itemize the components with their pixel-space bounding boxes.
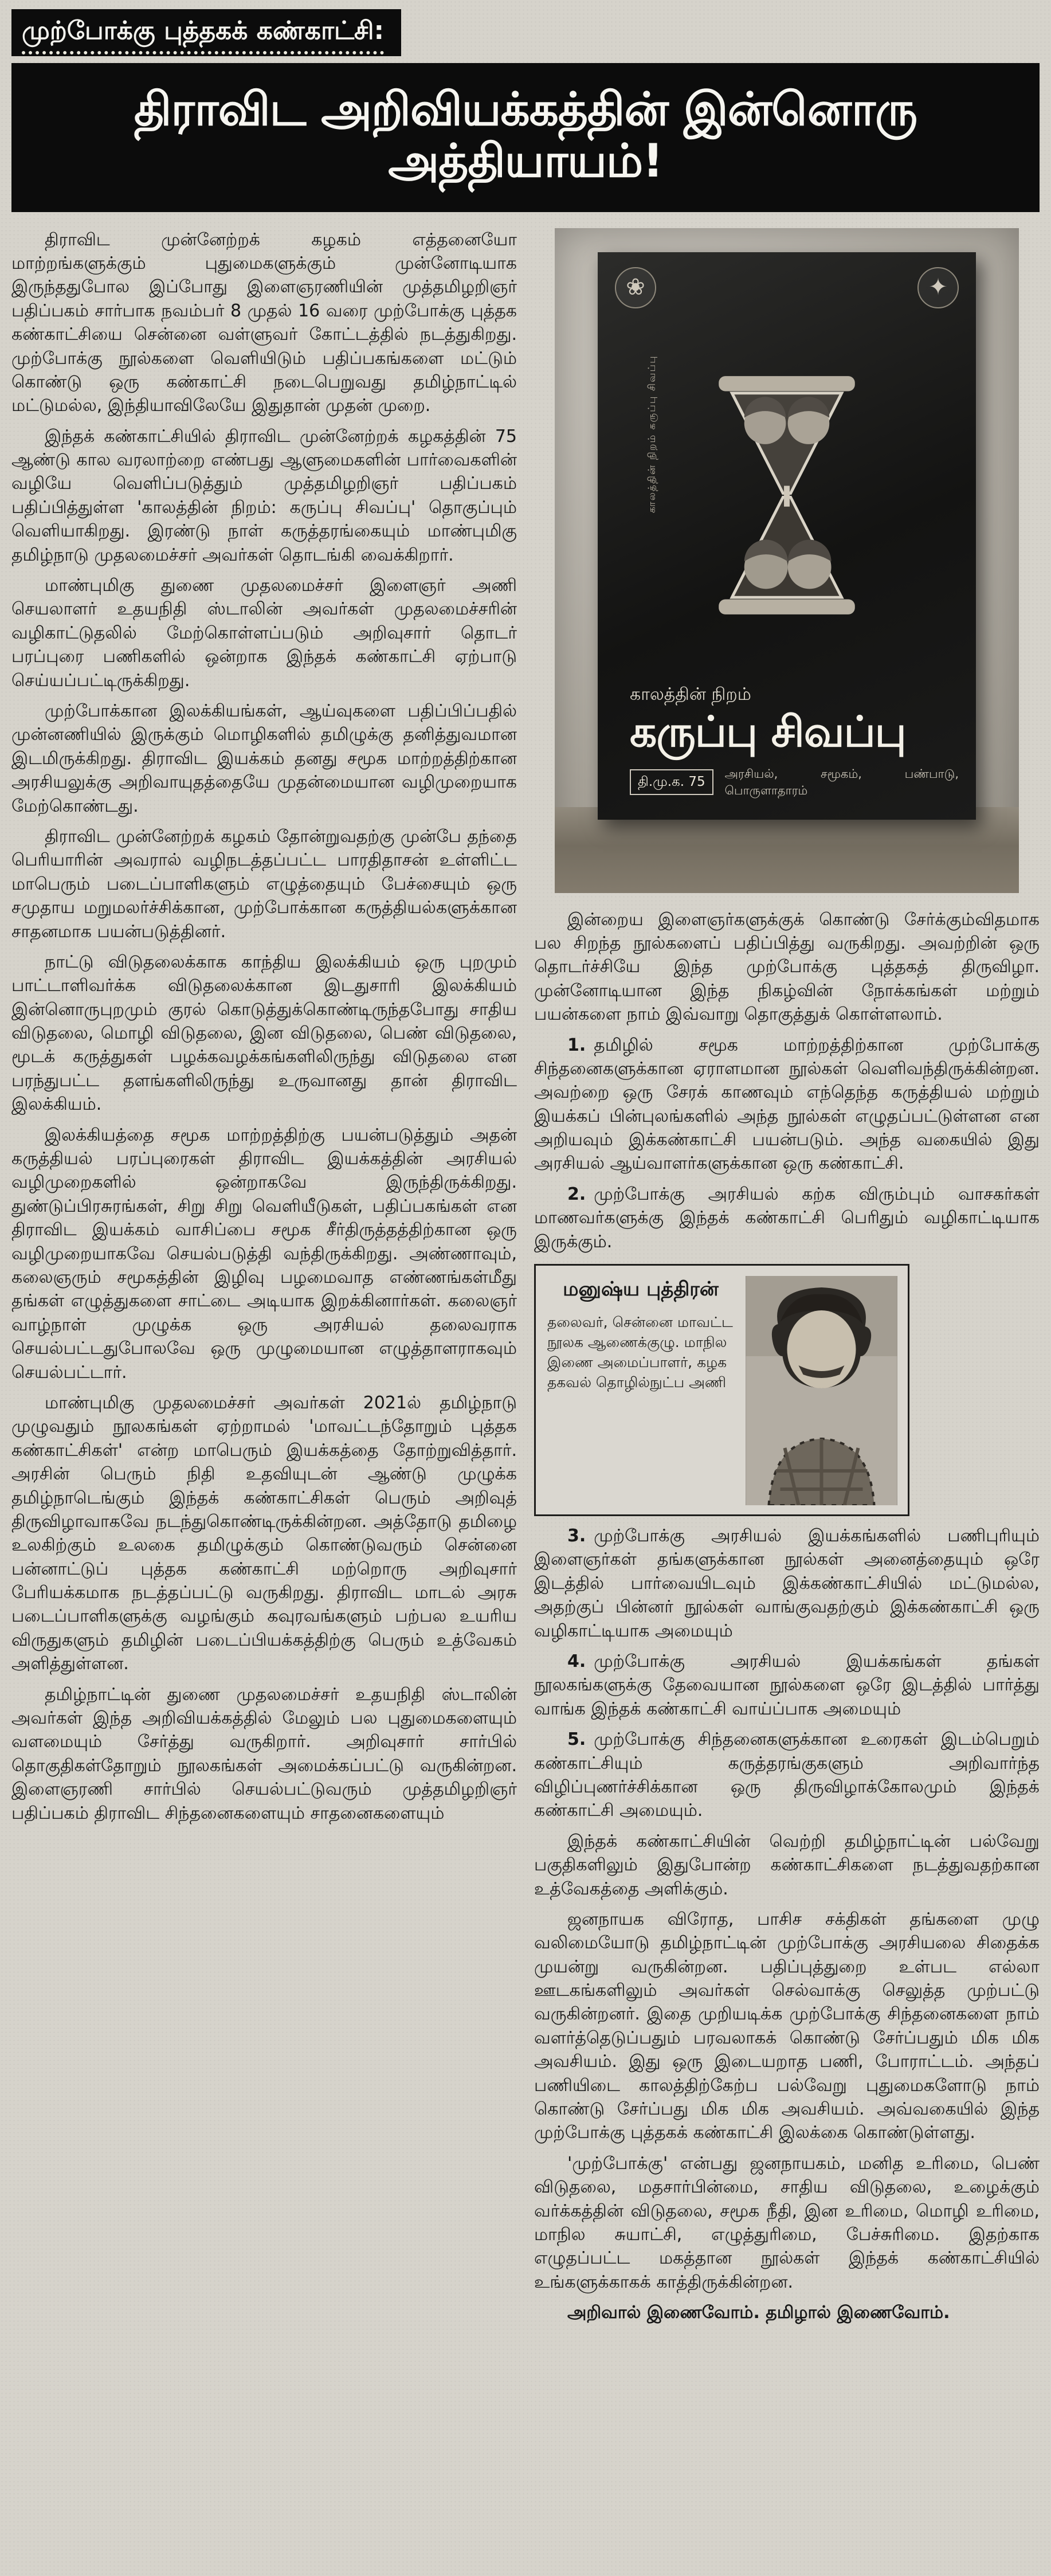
article-paragraph: இந்தக் கண்காட்சியில் திராவிட முன்னேற்றக் கழகத்தின் 75 ஆண்டு கால வரலாற்றை எண்பது ஆளுமைகளின் பார்வைகளின் வழியே வெளிப்படுத்தும் முத்தமிழறிஞர் பதிப்பகம் பதிப்பித்துள்ள 'காலத்தின் நிறம்: கருப்பு சிவப்பு' தொகுப்பும் வெளியாகிறது. இரண்டு நாள் கருத்தரங்கையும் மாண்புமிகு தமிழ்நாடு முதலமைச்சர் அவர்கள் தொடங்கி வைக்கிறார்.: [11, 426, 517, 565]
cover-title-small: காலத்தின் நிறம்: [630, 684, 751, 704]
cover-text-block: [615, 683, 959, 805]
numbered-point: [534, 1183, 1040, 1254]
numbered-point: [534, 1033, 1040, 1176]
author-text: [547, 1276, 734, 1505]
points-list-a: [534, 1033, 1040, 1254]
point-text: முற்போக்கு அரசியல் இயக்கங்களில் பணிபுரியும் இளைஞர்கள் தங்களுக்கான நூல்கள் அனைத்தையும் ஒரே இடத்தில் பார்வையிடவும் இக்கண்காட்சியில் மட்டுமல்ல, அதற்குப் பின்னர் நூல்கள் வாங்குவதற்கும் இக்கண்காட்சி ஒரு வழிகாட்டியாக அமையும்: [534, 1526, 1040, 1641]
dmk-75-badge: தி.மு.க. 75: [630, 769, 713, 796]
article-paragraph: முற்போக்கான இலக்கியங்கள், ஆய்வுகளை பதிப்பிப்பதில் முன்னணியில் இருக்கும் மொழிகளில் தமிழுக்கு தனித்துவமான இடமிருக்கிறது. திராவிட இயக்கம் தனது சமூக மாற்றத்திற்கான அரசியலுக்கு அறிவாயுதத்தையே முதன்மையான வழிமுறையாக மேற்கொண்டது.: [11, 701, 517, 816]
hourglass-icon: [692, 372, 881, 618]
article-paragraph: மாண்புமிகு துணை முதலமைச்சர் இளைஞர் அணி செயலாளர் உதயநிதி ஸ்டாலின் அவர்கள் முதலமைச்சரின் வழிகாட்டுதலில் மேற்கொள்ளப்படும் அறிவுசார் தொடர் பரப்புரை பணிகளில் ஒன்றாக இந்தக் கண்காட்சி ஏற்பாடு செய்யப்பட்டிருக்கிறது.: [11, 576, 517, 691]
article-paragraph: இலக்கியத்தை சமூக மாற்றத்திற்கு பயன்படுத்தும் அதன் கருத்தியல் பரப்புரைகள் திராவிட இயக்கத்தின் அரசியல் வழிமுறைகளில் ஒன்றாகவே இருந்திருக்கிறது. துண்டுப்பிரசுரங்கள், சிறு சிறு வெளியீடுகள், பதிப்பகங்கள் என திராவிட இயக்கம் வாசிப்பை சமூக சீர்திருத்தத்திற்கான ஒரு வழிமுறையாகவே செயல்படுத்தி வந்திருக்கிறது. அண்ணாவும், கலைஞரும் சமூகத்தின் இழிவு பழமைவாத எண்ணங்கள்மீது தங்கள் எழுத்துகளை சாட்டை அடியாக இறக்கினார்கள். கலைஞர் வாழ்நாள் முழுக்க ஒரு அரசியல் தலைவராக செயல்பட்டதுபோலவே ஒரு முழுமையான எழுத்தாளராகவும் செயல்பட்டார்.: [11, 1125, 517, 1383]
table-surface: [555, 807, 1019, 893]
point-text: தமிழில் சமூக மாற்றத்திற்கான முற்போக்கு சிந்தனைகளுக்கான ஏராளமான நூல்கள் வெளிவந்திருக்கின்றன. அவற்றை ஒரு சேரக் காணவும் எந்தெந்த கருத்தியல் மற்றும் இயக்கப் பின்புலங்களில் அந்த நூல்கள் எழுதப்பட்டுள்ளன என அறியவும் இக்கண்காட்சி பயன்படும். அந்த வகையில் இது அரசியல் ஆய்வாளர்களுக்கான ஒரு கண்காட்சி.: [534, 1035, 1040, 1174]
article-paragraph: மாண்புமிகு முதலமைச்சர் அவர்கள் 2021ல் தமிழ்நாடு முழுவதும் நூலகங்கள் ஏற்றாமல் 'மாவட்டந்தோறும் புத்தக கண்காட்சிகள்' என்ற மாபெரும் இயக்கத்தை தோற்றுவித்தார். அரசின் பெரும் நிதி உதவியுடன் ஆண்டு முழுக்க தமிழ்நாடெங்கும் இந்தக் கண்காட்சிகள் பெரும் அறிவுத் திருவிழாவாகவே நடந்துகொண்டிருக்கின்றன. அத்தோடு தமிழை உலகிற்கும் உலகை தமிழுக்கும் கொண்டுவரும் சென்னை பன்னாட்டுப் புத்தக கண்காட்சி மற்றொரு அறிவுசார் பேரியக்கமாக நடத்தப்பட்டு வருகிறது. திராவிட மாடல் அரசு படைப்பாளிகளுக்கு வழங்கும் கவுரவங்களும் பற்பல உயரிய விருதுகளும் தமிழின் படைப்பியக்கத்திற்கு பெரும் உத்வேகம் அளித்துள்ளன.: [11, 1392, 517, 1674]
cover-subtitle: அரசியல், சமூகம், பண்பாடு, பொருளாதாரம்: [724, 766, 959, 797]
main-headline: திராவிட அறிவியக்கத்தின் இன்னொரு அத்தியாயம்!: [11, 63, 1040, 212]
numbered-point: [534, 1728, 1040, 1823]
right-column: [534, 228, 1040, 2332]
book-cover-photo: [555, 228, 1019, 893]
author-byline-box: [534, 1264, 909, 1516]
author-photo: [746, 1276, 897, 1505]
right-intro-paragraph: இன்றைய இளைஞர்களுக்குக் கொண்டு சேர்க்கும்விதமாக பல சிறந்த நூல்களைப் பதிப்பித்து வருகிறது. அவற்றின் ஒரு தொடர்ச்சியே இந்த முற்போக்கு புத்தகத் திருவிழா. முன்னோடியான இந்த நிகழ்வின் நோக்கங்கள் மற்றும் பயன்களை நாம் இவ்வாறு தொகுத்துக் கொள்ளலாம்.: [534, 909, 1040, 1025]
article-paragraph: தமிழ்நாட்டின் துணை முதலமைச்சர் உதயநிதி ஸ்டாலின் அவர்கள் இந்த அறிவியக்கத்தில் மேலும் பல புதுமைகளையும் வளமையும் சேர்த்து வருகிறார். அறிவுசார் சார்பில் தொகுதிகள்தோறும் நூலகங்கள் அமைக்கப்பட்டு வருகின்றன. இளைஞரணி சார்பில் செயல்பட்டுவரும் முத்தமிழறிஞர் பதிப்பகம் திராவிட சிந்தனைகளையும் சாதனைகளையும்: [11, 1684, 517, 1823]
numbered-point: [534, 1650, 1040, 1721]
point-text: முற்போக்கு அரசியல் இயக்கங்கள் தங்கள் நூலகங்களுக்கு தேவையான நூல்களை ஒரே இடத்தில் பார்த்து வாங்க இந்தக் கண்காட்சி வாய்ப்பாக அமையும்: [534, 1651, 1040, 1719]
secondary-logo-icon: ✦: [917, 267, 959, 308]
hourglass-graphic-wrap: [615, 308, 959, 683]
point-number: 2.: [567, 1184, 586, 1204]
article-paragraph: இந்தக் கண்காட்சியின் வெற்றி தமிழ்நாட்டின் பல்வேறு பகுதிகளிலும் இதுபோன்ற கண்காட்சிகளை நடத்துவதற்கான உத்வேகத்தை அளிக்கும்.: [534, 1831, 1040, 1899]
cover-meta: [630, 766, 959, 799]
article-body: [11, 228, 1040, 2332]
kicker-headline: [11, 9, 401, 56]
point-number: 5.: [567, 1729, 586, 1750]
article-paragraph: நாட்டு விடுதலைக்காக காந்திய இலக்கியம் ஒரு புறமும் பாட்டாளிவர்க்க விடுதலைக்கான இடதுசாரி இலக்கியம் இன்னொருபுறமும் குரல் கொடுத்துக்கொண்டிருந்தபோது சாதிய விடுதலை, மொழி விடுதலை, இன விடுதலை, பெண் விடுதலை, மூடக் கருத்துகள் பழக்கவழக்கங்களிலிருந்து விடுதலை என பரந்துபட்ட தளங்களிலிருந்து உருவானது தான் திராவிட இலக்கியம்.: [11, 952, 517, 1115]
book-cover: [598, 252, 976, 820]
closing-slogan: அறிவால் இணைவோம். தமிழால் இணைவோம்.: [567, 2303, 950, 2323]
point-text: முற்போக்கு சிந்தனைகளுக்கான உரைகள் இடம்பெறும் கண்காட்சியும் கருத்தரங்குகளும் அறிவார்ந்த விழிப்புணர்ச்சிக்கான ஒரு திருவிழாக்கோலமும் இந்தக் கண்காட்சி அமையும்.: [534, 1729, 1040, 1821]
cover-title-large: கருப்பு சிவப்பு: [630, 707, 906, 757]
author-details: தலைவர், சென்னை மாவட்ட நூலக ஆணைக்குழு. மாநில இணை அமைப்பாளர், கழக தகவல் தொழில்நுட்ப அணி: [547, 1313, 733, 1391]
article-paragraph: ஜனநாயக விரோத, பாசிச சக்திகள் தங்களை முழு வலிமையோடு தமிழ்நாட்டின் முற்போக்கு அரசியலை சிதைக்க முயன்று வருகின்றன. பதிப்புத்துறை உள்பட எல்லா ஊடகங்களிலும் அவர்கள் செல்வாக்கு செலுத்த முற்பட்டு வருகின்றனர். இதை முறியடிக்க முற்போக்கு சிந்தனைகளை நாம் வளர்த்தெடுப்பதும் பரவலாகக் கொண்டு சேர்ப்பதும் மிக மிக அவசியம். இது ஒரு இடையறாத பணி, போராட்டம். அந்தப் பணியிடை காலத்திற்கேற்ப பல்வேறு புதுமைகளோடு நாம் கொண்டு சேர்ப்பது மிக மிக அவசியம். அவ்வகையில் இந்த முற்போக்கு புத்தகக் கண்காட்சி இலக்கை கொண்டுள்ளது.: [534, 1909, 1040, 2143]
point-number: 3.: [567, 1526, 586, 1547]
author-portrait-icon: [746, 1276, 897, 1505]
kicker-text: முற்போக்கு புத்தகக் கண்காட்சி:: [22, 16, 384, 54]
article-paragraph: திராவிட முன்னேற்றக் கழகம் தோன்றுவதற்கு முன்பே தந்தை பெரியாரின் அவரால் வழிநடத்தப்பட்ட பாரதிதாசன் உள்ளிட்ட மாபெரும் படைப்பாளிகளும் எழுத்தையும் பேச்சையும் ஒரு சமுதாய மறுமலர்ச்சிக்கான, முற்போக்கான கருத்தியல்களுக்கான சாதனமாக பயன்படுத்தினர்.: [11, 826, 517, 942]
cover-logos: [615, 267, 959, 308]
publisher-logo-icon: ❀: [615, 267, 656, 308]
author-name: மனுஷ்ய புத்திரன்: [563, 1278, 719, 1301]
point-number: 4.: [567, 1651, 586, 1671]
closing-paragraphs: [534, 1830, 1040, 2294]
article-paragraph: 'முற்போக்கு' என்பது ஜனநாயகம், மனித உரிமை, பெண் விடுதலை, மதசார்பின்மை, சாதிய விடுதலை, உழைக்கும் வர்க்கத்தின் விடுதலை, சமூக நீதி, இன உரிமை, மொழி உரிமை, மாநில சுயாட்சி, எழுத்துரிமை, பேச்சுரிமை. இதற்காக எழுதப்பட்ட மகத்தான நூல்கள் இந்தக் கண்காட்சியில் உங்களுக்காகக் காத்திருக்கின்றன.: [534, 2153, 1040, 2292]
point-number: 1.: [567, 1035, 586, 1055]
article-paragraph: திராவிட முன்னேற்றக் கழகம் எத்தனையோ மாற்றங்களுக்கும் புதுமைகளுக்கும் முன்னோடியாக இருந்ததுபோல இப்போது இளைஞரணியின் முத்தமிழறிஞர் பதிப்பகம் சார்பாக நவம்பர் 8 முதல் 16 வரை முற்போக்கு புத்தக கண்காட்சியை சென்னை வள்ளுவர் கோட்டத்தில் நடத்துகிறது. முற்போக்கு நூல்களை வெளியிடும் பதிப்பகங்களை மட்டும் கொண்டு ஒரு கண்காட்சி நடைபெறுவது தமிழ்நாட்டில் மட்டுமல்ல, இந்தியாவிலேயே இதுதான் முதன் முறை.: [11, 229, 517, 416]
book-spine-text: காலத்தின் நிறம் கருப்பு சிவப்பு: [646, 355, 658, 513]
left-column: [11, 228, 517, 2332]
point-text: முற்போக்கு அரசியல் கற்க விரும்பும் வாசகர்கள் மாணவர்களுக்கு இந்தக் கண்காட்சி பெரிதும் வழிகாட்டியாக இருக்கும்.: [534, 1184, 1040, 1252]
